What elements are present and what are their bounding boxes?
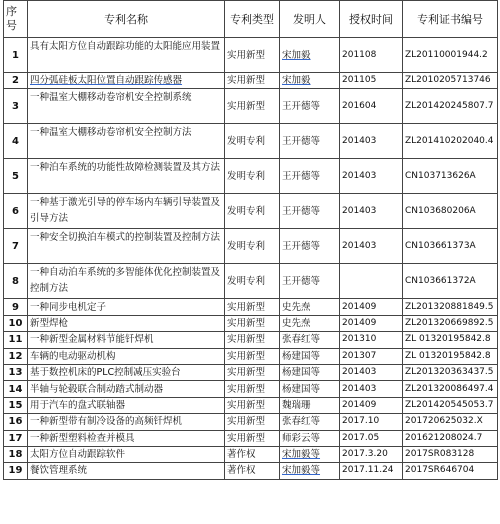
grant-date: 201403	[340, 124, 403, 159]
patent-type: 实用新型	[225, 414, 280, 430]
cert-number: CN103713626A	[403, 159, 498, 194]
row-index: 5	[4, 159, 28, 194]
patent-type: 实用新型	[225, 332, 280, 348]
row-index: 3	[4, 89, 28, 124]
grant-date: 2017.3.20	[340, 446, 403, 462]
table-row	[4, 38, 498, 73]
table-row	[4, 159, 498, 194]
inventor: 魏瑞珊	[280, 397, 340, 413]
table-row	[4, 124, 498, 159]
cert-number: ZL2010205713746	[403, 73, 498, 89]
grant-date: 201403	[340, 364, 403, 380]
inventor: 王开德等	[280, 194, 340, 229]
row-index: 16	[4, 414, 28, 430]
patent-type: 实用新型	[225, 38, 280, 73]
patent-type: 实用新型	[225, 381, 280, 397]
row-index: 1	[4, 38, 28, 73]
inventor: 杨建国等	[280, 348, 340, 364]
header-seq-line1: 序	[6, 5, 17, 18]
patent-type: 发明专利	[225, 194, 280, 229]
grant-date: 201310	[340, 332, 403, 348]
grant-date: 201403	[340, 229, 403, 264]
grant-date: 201108	[340, 38, 403, 73]
inventor: 宋加毅等	[280, 463, 340, 479]
patent-name: 一种同步电机定子	[28, 299, 225, 315]
cert-number: ZL201320669892.5	[403, 315, 498, 331]
row-index: 2	[4, 73, 28, 89]
row-index: 9	[4, 299, 28, 315]
cert-number: CN103661372A	[403, 264, 498, 299]
cert-number: ZL201410202040.4	[403, 124, 498, 159]
row-index: 13	[4, 364, 28, 380]
cert-number: ZL20110001944.2	[403, 38, 498, 73]
grant-date: 201403	[340, 159, 403, 194]
header-cert: 专利证书编号	[403, 1, 498, 38]
inventor: 史先焘	[280, 299, 340, 315]
patent-name: 新型焊枪	[28, 315, 225, 331]
patent-type: 实用新型	[225, 73, 280, 89]
inventor: 王开德等	[280, 229, 340, 264]
inventor: 史先焘	[280, 315, 340, 331]
patent-name: 一种新型塑料检查并模具	[28, 430, 225, 446]
cert-number: 2017SR083128	[403, 446, 498, 462]
table-row	[4, 430, 498, 446]
patent-name: 四分弧硅板太阳位置自动跟踪传感器	[28, 73, 225, 89]
inventor: 王开德等	[280, 124, 340, 159]
header-date: 授权时间	[340, 1, 403, 38]
grant-date: 2017.05	[340, 430, 403, 446]
grant-date: 201409	[340, 299, 403, 315]
cert-number: 201621208024.7	[403, 430, 498, 446]
cert-number: CN103661373A	[403, 229, 498, 264]
cert-number: ZL201320881849.5	[403, 299, 498, 315]
patent-type: 发明专利	[225, 159, 280, 194]
inventor: 张春红等	[280, 414, 340, 430]
inventor: 师彩云等	[280, 430, 340, 446]
patent-type: 实用新型	[225, 397, 280, 413]
table-row	[4, 348, 498, 364]
row-index: 12	[4, 348, 28, 364]
table-row	[4, 194, 498, 229]
header-seq-line2: 号	[6, 19, 17, 32]
patent-name: 一种新型带有制冷设备的高频钎焊机	[28, 414, 225, 430]
patent-type: 实用新型	[225, 364, 280, 380]
grant-date: 201403	[340, 194, 403, 229]
grant-date	[340, 264, 403, 299]
grant-date: 201307	[340, 348, 403, 364]
row-index: 17	[4, 430, 28, 446]
patent-name: 餐饮管理系统	[28, 463, 225, 479]
inventor: 张春红等	[280, 332, 340, 348]
inventor: 宋加毅等	[280, 446, 340, 462]
header-name: 专利名称	[28, 1, 225, 38]
patent-type: 实用新型	[225, 348, 280, 364]
cert-number: 201720625032.X	[403, 414, 498, 430]
grant-date: 2017.10	[340, 414, 403, 430]
row-index: 14	[4, 381, 28, 397]
row-index: 4	[4, 124, 28, 159]
table-row	[4, 264, 498, 299]
patent-type: 发明专利	[225, 264, 280, 299]
inventor: 宋加毅	[280, 38, 340, 73]
patent-name: 一种温室大棚移动卷帘机安全控制方法	[28, 124, 225, 159]
patent-name: 具有太阳方位自动跟踪功能的太阳能应用装置	[28, 38, 225, 73]
grant-date: 201409	[340, 315, 403, 331]
table-row	[4, 332, 498, 348]
row-index: 8	[4, 264, 28, 299]
table-row	[4, 315, 498, 331]
cert-number: ZL201320086497.4	[403, 381, 498, 397]
grant-date: 201604	[340, 89, 403, 124]
row-index: 15	[4, 397, 28, 413]
grant-date: 201409	[340, 397, 403, 413]
patent-type: 实用新型	[225, 315, 280, 331]
patent-name: 车辆的电动驱动机构	[28, 348, 225, 364]
patent-type: 实用新型	[225, 89, 280, 124]
row-index: 11	[4, 332, 28, 348]
patent-name: 一种安全切换泊车模式的控制装置及控制方法	[28, 229, 225, 264]
table-row	[4, 446, 498, 462]
patent-name: 用于汽车的盘式联轴器	[28, 397, 225, 413]
table-row	[4, 463, 498, 479]
cert-number: ZL 01320195842.8	[403, 348, 498, 364]
patent-name: 一种自动泊车系统的多智能体优化控制装置及控制方法	[28, 264, 225, 299]
row-index: 19	[4, 463, 28, 479]
table-row	[4, 89, 498, 124]
inventor: 宋加毅	[280, 73, 340, 89]
grant-date: 201403	[340, 381, 403, 397]
inventor: 杨建国等	[280, 381, 340, 397]
cert-number: 2017SR646704	[403, 463, 498, 479]
row-index: 7	[4, 229, 28, 264]
cert-number: ZL201420545053.7	[403, 397, 498, 413]
grant-date: 201105	[340, 73, 403, 89]
table-header-row	[4, 1, 498, 38]
table-row	[4, 414, 498, 430]
row-index: 6	[4, 194, 28, 229]
table-row	[4, 397, 498, 413]
table-row	[4, 381, 498, 397]
patent-name: 一种基于激光引导的停车场内车辆引导装置及引导方法	[28, 194, 225, 229]
cert-number: ZL201320363437.5	[403, 364, 498, 380]
cert-number: ZL 01320195842.8	[403, 332, 498, 348]
table-row	[4, 229, 498, 264]
header-inventor: 发明人	[280, 1, 340, 38]
header-seq	[4, 1, 28, 38]
row-index: 10	[4, 315, 28, 331]
patent-name: 半轴与轮毂联合制动踏式制动器	[28, 381, 225, 397]
patent-type: 著作权	[225, 463, 280, 479]
inventor: 王开德等	[280, 264, 340, 299]
table-row	[4, 299, 498, 315]
patent-type: 实用新型	[225, 430, 280, 446]
row-index: 18	[4, 446, 28, 462]
inventor: 杨建国等	[280, 364, 340, 380]
patent-name: 一种新型金属材料节能钎焊机	[28, 332, 225, 348]
grant-date: 2017.11.24	[340, 463, 403, 479]
patent-name: 一种温室大棚移动卷帘机安全控制系统	[28, 89, 225, 124]
patent-name: 一种泊车系统的功能性故障检测装置及其方法	[28, 159, 225, 194]
patent-table	[3, 0, 498, 480]
inventor: 王开德等	[280, 89, 340, 124]
inventor: 王开德等	[280, 159, 340, 194]
patent-name: 基于数控机床的PLC控制减压实验台	[28, 364, 225, 380]
cert-number: ZL201420245807.7	[403, 89, 498, 124]
table-row	[4, 73, 498, 89]
table-row	[4, 364, 498, 380]
patent-type: 发明专利	[225, 229, 280, 264]
patent-type: 著作权	[225, 446, 280, 462]
header-type: 专利类型	[225, 1, 280, 38]
patent-type: 发明专利	[225, 124, 280, 159]
patent-name: 太阳方位自动跟踪软件	[28, 446, 225, 462]
patent-type: 实用新型	[225, 299, 280, 315]
cert-number: CN103680206A	[403, 194, 498, 229]
